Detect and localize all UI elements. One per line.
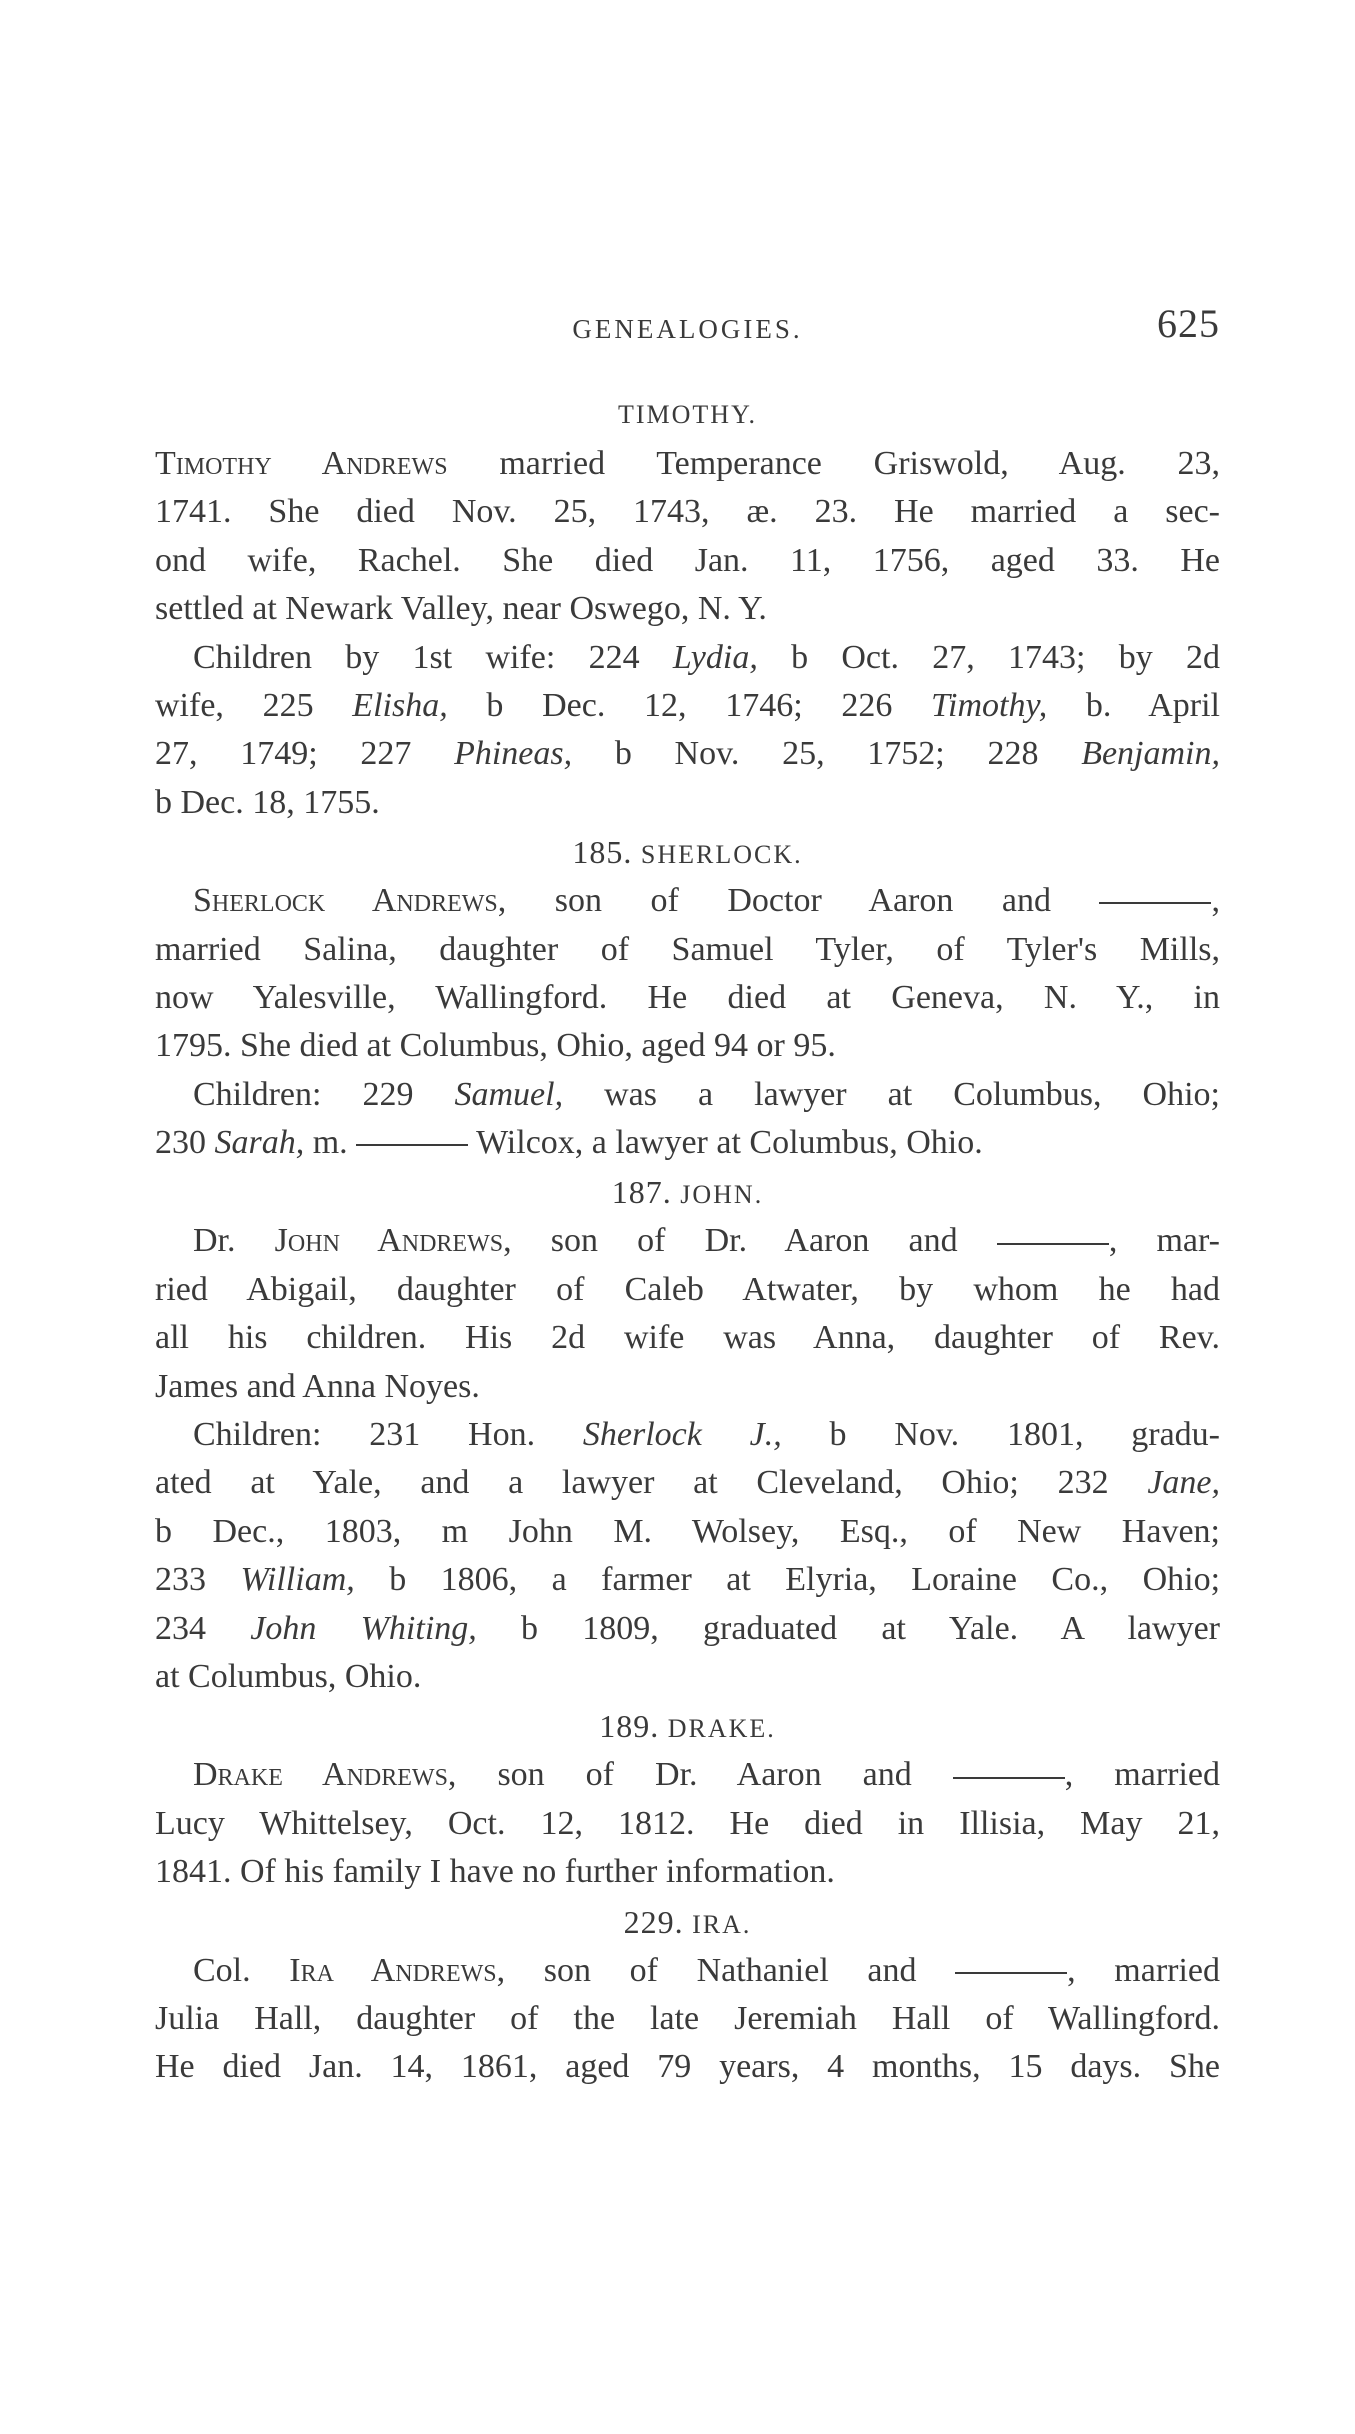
child-name: Sarah,: [214, 1124, 305, 1162]
text-line: 27, 1749; 227 Phineas, b Nov. 25, 1752; 228 Benjamin,: [155, 735, 1220, 773]
text-line: 1795. She died at Columbus, Ohio, aged 94 or 95.: [155, 1027, 836, 1065]
text-line: all his children. His 2d wife was Anna, daughter of Rev.: [155, 1319, 1220, 1357]
name-smallcaps: Drake Andrews: [193, 1756, 448, 1794]
text-line: ried Abigail, daughter of Caleb Atwater, by whom he had: [155, 1270, 1220, 1308]
page-number: 625: [1157, 301, 1220, 346]
child-name: Elisha,: [352, 686, 448, 724]
child-name: Samuel,: [454, 1075, 564, 1113]
text-line: Drake Andrews, son of Dr. Aaron and , married: [193, 1756, 1220, 1794]
text-line: Col. Ira Andrews, son of Nathaniel and , married: [193, 1951, 1221, 1989]
child-name: William,: [240, 1561, 355, 1599]
page-text: [155, 390, 1220, 2092]
name-smallcaps: Ira Andrews: [289, 1951, 497, 1989]
text-line: 1841. Of his family I have no further information.: [155, 1853, 835, 1891]
text-line: James and Anna Noyes.: [155, 1367, 480, 1405]
blank-dash: [356, 1144, 468, 1146]
name-smallcaps: John Andrews: [274, 1222, 504, 1260]
child-name: Timothy,: [931, 686, 1048, 724]
text-line: ond wife, Rachel. She died Jan. 11, 1756, aged 33. He: [155, 541, 1220, 579]
text-line: married Salina, daughter of Samuel Tyler, of Tyler's Mills,: [155, 930, 1220, 968]
text-line: b Dec. 18, 1755.: [155, 783, 380, 821]
text-line: Julia Hall, daughter of the late Jeremiah Hall of Wallingford.: [155, 1999, 1220, 2037]
text-line: Children: 229 Samuel, was a lawyer at Columbus, Ohio;: [193, 1075, 1220, 1113]
blank-dash: [1099, 902, 1211, 904]
child-name: Jane,: [1147, 1464, 1220, 1502]
text-line: Children by 1st wife: 224 Lydia, b Oct. 27, 1743; by 2d: [193, 638, 1220, 676]
text-line: at Columbus, Ohio.: [155, 1657, 422, 1695]
section-heading-ira: 229. IRA.: [623, 1903, 752, 1940]
text-line: b Dec., 1803, m John M. Wolsey, Esq., of New Haven;: [155, 1512, 1220, 1550]
section-heading-timothy: TIMOTHY.: [617, 400, 758, 429]
text-line: Children: 231 Hon. Sherlock J., b Nov. 1801, gradu-: [193, 1416, 1220, 1454]
name-smallcaps: Timothy Andrews: [155, 445, 448, 482]
text-line: settled at Newark Valley, near Oswego, N. Y.: [155, 590, 767, 628]
running-title: GENEALOGIES.: [572, 314, 803, 344]
text-line: wife, 225 Elisha, b Dec. 12, 1746; 226 Timothy, b. April: [155, 686, 1220, 724]
running-head: [155, 300, 1220, 360]
text-line: 233 William, b 1806, a farmer at Elyria, Loraine Co., Ohio;: [155, 1561, 1221, 1599]
blank-dash: [955, 1972, 1067, 1974]
blank-dash: [953, 1777, 1065, 1779]
text-line: Timothy Andrews married Temperance Griswold, Aug. 23,: [155, 445, 1220, 482]
text-line: Sherlock Andrews, son of Doctor Aaron and ,: [193, 882, 1220, 920]
section-heading-john: 187. JOHN.: [611, 1174, 764, 1211]
text-line: 1741. She died Nov. 25, 1743, æ. 23. He married a sec-: [155, 493, 1220, 531]
text-line: 234 John Whiting, b 1809, graduated at Yale. A lawyer: [155, 1609, 1220, 1647]
child-name: Lydia,: [672, 638, 758, 676]
text-line: Dr. John Andrews, son of Dr. Aaron and , mar-: [193, 1222, 1220, 1260]
child-name: Phineas,: [454, 735, 573, 773]
name-smallcaps: Sherlock Andrews: [193, 882, 498, 920]
text-line: 230 Sarah, m. Wilcox, a lawyer at Columbus, Ohio.: [155, 1124, 983, 1162]
text-line: He died Jan. 14, 1861, aged 79 years, 4 months, 15 days. She: [155, 2048, 1220, 2086]
section-heading-drake: 189. DRAKE.: [599, 1708, 776, 1745]
text-line: Lucy Whittelsey, Oct. 12, 1812. He died in Illisia, May 21,: [155, 1804, 1220, 1842]
child-name: Sherlock J.,: [582, 1416, 782, 1454]
child-name: John Whiting,: [250, 1609, 477, 1647]
child-name: Benjamin,: [1081, 735, 1220, 773]
section-heading-sherlock: 185. SHERLOCK.: [572, 834, 803, 871]
text-line: now Yalesville, Wallingford. He died at Geneva, N. Y., in: [155, 978, 1220, 1016]
blank-dash: [997, 1243, 1109, 1245]
text-line: ated at Yale, and a lawyer at Cleveland, Ohio; 232 Jane,: [155, 1464, 1220, 1502]
